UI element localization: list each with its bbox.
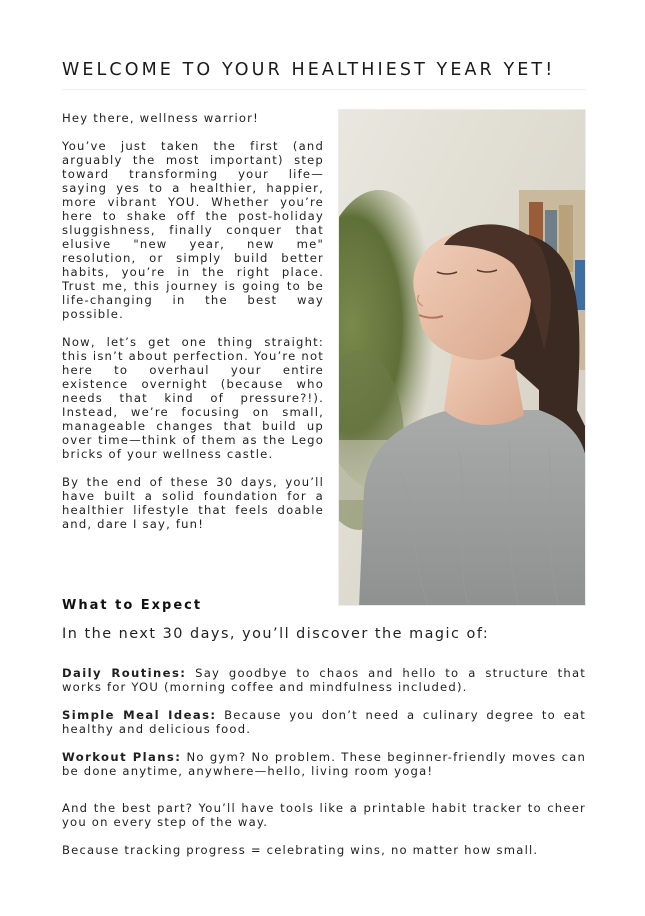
expect-list: [62, 666, 586, 792]
title-divider: [62, 89, 586, 90]
hero-photo: [338, 109, 586, 606]
greeting: Hey there, wellness warrior!: [62, 111, 259, 125]
list-item: [62, 666, 586, 694]
section-heading: What to Expect: [62, 598, 203, 613]
item-text: Say goodbye to chaos and hello to a structure that works for YOU (morning coffee and mindfulness included).: [62, 666, 586, 694]
list-item: [62, 708, 586, 736]
list-item: [62, 750, 586, 778]
closing-section: [62, 801, 586, 871]
closing-paragraph-1: And the best part? You’ll have tools like a printable habit tracker to cheer you on every step of the way.: [62, 801, 586, 829]
intro-column: [62, 111, 324, 545]
section-lead: In the next 30 days, you’ll discover the magic of:: [62, 626, 490, 642]
item-label: Simple Meal Ideas:: [62, 708, 217, 722]
page-title: WELCOME TO YOUR HEALTHIEST YEAR YET!: [62, 60, 556, 80]
intro-paragraph-2: Now, let’s get one thing straight: this isn’t about perfection. You’re not here to overhaul your entire existence overnight (because who needs that kind of pressure?!). Instead, we’re focusing on small, manageable changes that build up over time—think of them as the Lego bricks of your wellness castle.: [62, 335, 324, 461]
item-text: Because you don’t need a culinary degree to eat healthy and delicious food.: [62, 708, 587, 736]
closing-paragraph-2: Because tracking progress = celebrating wins, no matter how small.: [62, 843, 539, 857]
intro-paragraph-3: By the end of these 30 days, you’ll have built a solid foundation for a healthier lifestyle that feels doable and, dare I say, fun!: [62, 475, 324, 531]
item-text: No gym? No problem. These beginner-friendly moves can be done anytime, anywhere—hello, living room yoga!: [62, 750, 586, 778]
item-label: Workout Plans:: [62, 750, 182, 764]
item-label: Daily Routines:: [62, 666, 187, 680]
intro-paragraph-1: You’ve just taken the first (and arguably the most important) step toward transforming your life—saying yes to a healthier, happier, more vibrant YOU. Whether you’re here to shake off the post-holiday sluggishness, finally conquer that elusive "new year, new me" resolution, or simply build better habits, you’re in the right place. Trust me, this journey is going to be life-changing in the best way possible.: [62, 139, 324, 321]
